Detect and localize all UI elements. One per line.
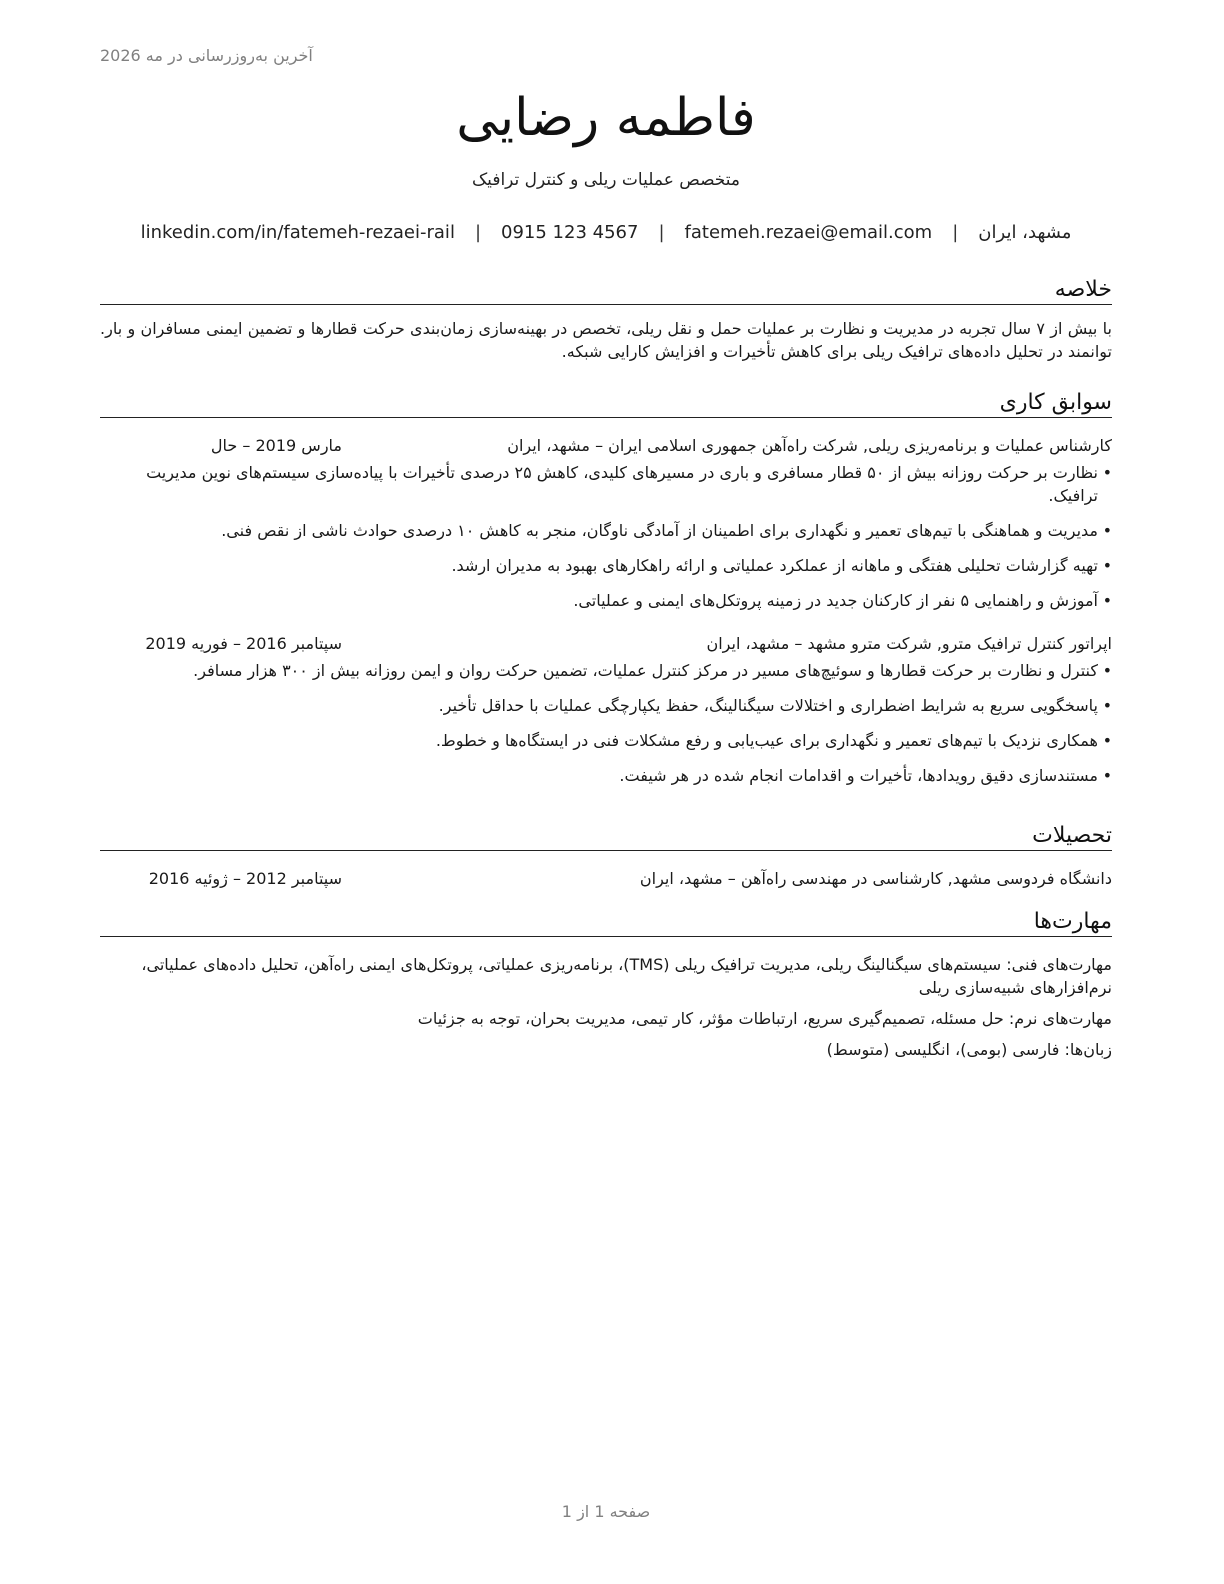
summary-section [100,276,1112,363]
skills-section [100,908,1112,1061]
skills-soft: مهارت‌های نرم: حل مسئله، تصمیم‌گیری سریع، ارتباطات مؤثر، کار تیمی، مدیریت بحران، توجه به جزئیات [417,1009,1112,1028]
page-number: صفحه 1 از 1 [561,1502,651,1521]
experience-section [100,389,1112,799]
summary-text: با بیش از ۷ سال تجربه در مدیریت و نظارت بر عملیات حمل و نقل ریلی، تخصص در بهینه‌سازی زمان‌بندی حرکت قطارها و تضمین ایمنی مسافران و بار. توانمند در تحلیل داده‌های ترافیک ریلی برای کاهش تأخیرات و افزایش کارایی شبکه. [100,319,1112,361]
summary-heading: خلاصه [100,276,1112,305]
list-item: • آموزش و راهنمایی ۵ نفر از کارکنان جدید در زمینه پروتکل‌های ایمنی و عملیاتی. [100,589,1112,612]
contact-separator: | [658,222,665,243]
skills-technical: مهارت‌های فنی: سیستم‌های سیگنالینگ ریلی، مدیریت ترافیک ریلی (TMS)، برنامه‌ریزی عملیاتی، پروتکل‌های ایمنی راه‌آهن، تحلیل داده‌های عملیاتی، نرم‌افزارهای شبیه‌سازی ریلی [141,955,1112,997]
contact-email[interactable]: fatemeh.rezaei@email.com [684,222,933,243]
job-role: اپراتور کنترل ترافیک مترو, شرکت مترو مشهد – مشهد، ایران [706,634,1112,653]
education-entry [100,867,1112,890]
education-section [100,822,1112,890]
list-item: • تهیه گزارشات تحلیلی هفتگی و ماهانه از عملکرد عملیاتی و ارائه راهکارهای بهبود به مدیران ارشد. [100,554,1112,577]
education-degree: دانشگاه فردوسی مشهد, کارشناسی در مهندسی راه‌آهن – مشهد، ایران [639,869,1112,888]
skills-heading: مهارت‌ها [100,908,1112,937]
list-item: • همکاری نزدیک با تیم‌های تعمیر و نگهداری برای عیب‌یابی و رفع مشکلات فنی در ایستگاه‌ها و خطوط. [100,729,1112,752]
contact-phone: 0915 123 4567 [501,222,639,243]
experience-heading: سوابق کاری [100,389,1112,418]
list-item: • کنترل و نظارت بر حرکت قطارها و سوئیچ‌های مسیر در مرکز کنترل عملیات، تضمین حرکت روان و ایمن روزانه بیش از ۳۰۰ هزار مسافر. [100,659,1112,682]
contact-separator: | [952,222,959,243]
candidate-title: متخصص عملیات ریلی و کنترل ترافیک [471,170,741,190]
job-header [100,632,1112,655]
education-dates: سپتامبر 2012 – ژوئیه 2016 [148,869,342,888]
job-bullets [100,659,1112,787]
job-entry [100,632,1112,787]
resume-page [100,0,1112,1584]
job-header [100,434,1112,457]
job-bullets [100,461,1112,612]
contact-line [100,222,1112,243]
contact-linkedin[interactable]: linkedin.com/in/fatemeh-rezaei-rail [140,222,455,243]
education-heading: تحصیلات [100,822,1112,851]
job-dates: سپتامبر 2016 – فوریه 2019 [145,634,342,653]
list-item: • مدیریت و هماهنگی با تیم‌های تعمیر و نگهداری برای اطمینان از آمادگی ناوگان، منجر به کاهش ۱۰ درصدی حوادث ناشی از نقص فنی. [100,519,1112,542]
list-item: • مستندسازی دقیق رویدادها، تأخیرات و اقدامات انجام شده در هر شیفت. [100,764,1112,787]
contact-location: مشهد، ایران [978,222,1072,243]
job-dates: مارس 2019 – حال [210,436,342,455]
skills-languages: زبان‌ها: فارسی (بومی)، انگلیسی (متوسط) [826,1040,1112,1059]
job-entry [100,434,1112,612]
candidate-name: فاطمه رضایی [456,88,756,148]
job-role: کارشناس عملیات و برنامه‌ریزی ریلی, شرکت راه‌آهن جمهوری اسلامی ایران – مشهد، ایران [507,436,1112,455]
last-updated: آخرین به‌روزرسانی در مه 2026 [100,46,313,65]
contact-separator: | [474,222,482,243]
list-item: • پاسخگویی سریع به شرایط اضطراری و اختلالات سیگنالینگ، حفظ یکپارچگی عملیات با حداقل تأخیر. [100,694,1112,717]
list-item: • نظارت بر حرکت روزانه بیش از ۵۰ قطار مسافری و باری در مسیرهای کلیدی، کاهش ۲۵ درصدی تأخیرات با پیاده‌سازی سیستم‌های نوین مدیریت ترافیک. [100,461,1112,507]
